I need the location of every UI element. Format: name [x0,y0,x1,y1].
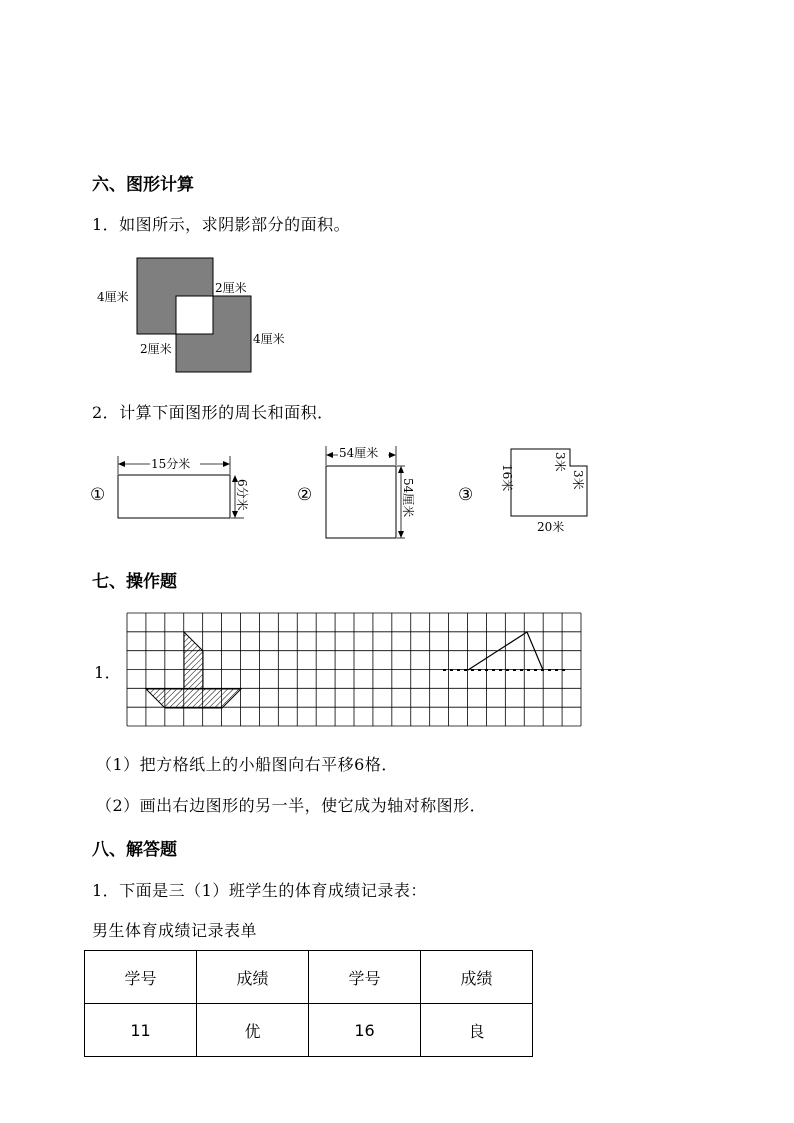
bottom-label: 20米 [537,520,565,534]
square-height-label: 54厘米 [401,478,415,518]
section-7-title: 七、操作题 [92,572,177,592]
table-cell: 优 [197,1004,309,1057]
table-header-cell: 学号 [85,951,197,1004]
question-8-1: 1．下面是三（1）班学生的体育成绩记录表： [92,881,427,900]
boat-sail [184,632,203,689]
label-left: 4厘米 [97,290,129,304]
label-bottom-left: 2厘米 [140,342,172,356]
grid-paper [120,604,586,730]
figure-2-number: ② [297,485,313,505]
section-8-title: 八、解答题 [92,840,177,860]
height-label: 6分米 [235,479,249,511]
figure-1-number: ① [90,485,106,505]
table-cell: 11 [85,1004,197,1057]
square-width-label: 54厘米 [339,446,379,460]
label-right: 4厘米 [253,332,285,346]
shaded-squares-figure [90,252,310,378]
notch-vertical-label: 3米 [553,452,567,472]
task-7-1: （1）把方格纸上的小船图向右平移6格． [96,755,398,774]
task-7-2: （2）画出右边图形的另一半，使它成为轴对称图形． [96,796,487,815]
figure-notched-3 [455,444,600,536]
table-cell: 良 [421,1004,533,1057]
question-6-2: 2．计算下面图形的周长和面积． [92,403,334,422]
grid-question-number: 1． [94,663,122,682]
notch-horizontal-label: 3米 [571,470,585,490]
table-header-row [85,951,533,1004]
rectangle-shape [118,475,230,518]
table-caption: 男生体育成绩记录表单 [92,921,258,940]
section-6-title: 六、图形计算 [92,175,194,195]
table-header-cell: 成绩 [421,951,533,1004]
table-cell: 16 [309,1004,421,1057]
table-row [85,1004,533,1057]
figure-square-2 [294,440,422,544]
left-label: 16米 [500,464,514,492]
boat-hull [146,689,241,708]
square-shape [326,466,396,538]
label-top-right: 2厘米 [215,281,247,295]
figure-rectangle-1 [86,448,262,528]
table-header-cell: 学号 [309,951,421,1004]
table-header-cell: 成绩 [197,951,309,1004]
overlap-white-square [176,296,213,334]
question-6-1: 1．如图所示，求阴影部分的面积。 [92,215,351,234]
width-label: 15分米 [151,457,191,471]
figure-3-number: ③ [458,485,474,505]
score-table [84,950,533,1057]
